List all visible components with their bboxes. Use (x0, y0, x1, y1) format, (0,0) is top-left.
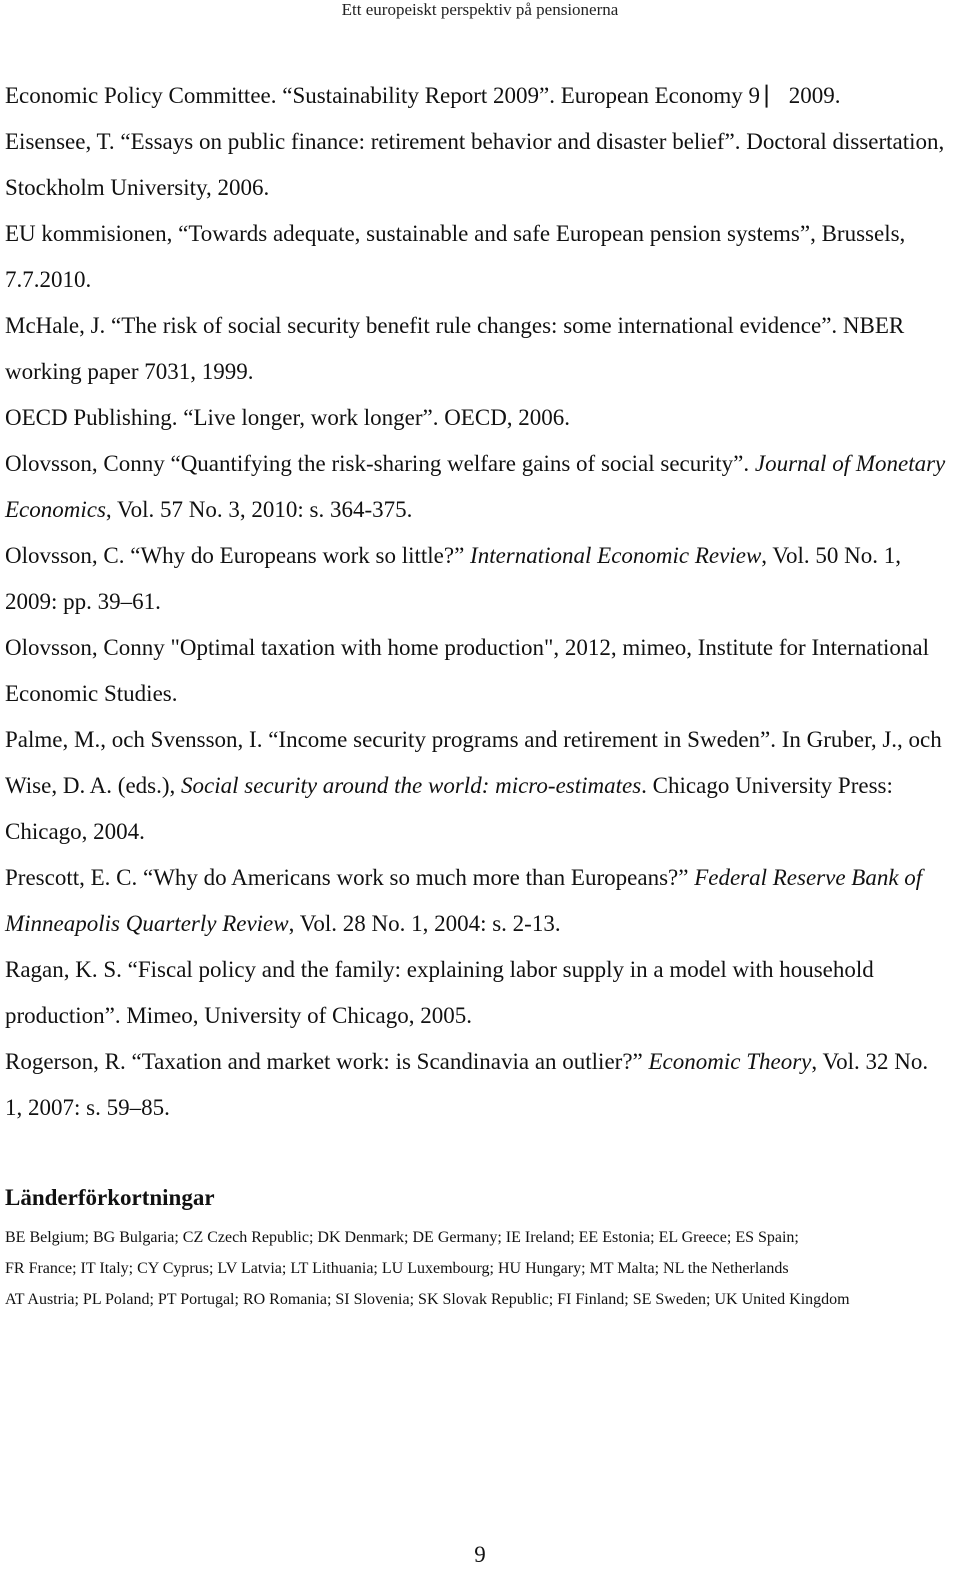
reference-item: Palme, M., och Svensson, I. “Income security programs and retirement in Sweden”. In Gruber, J., och Wise, D. A. (eds.), Social security around the world: micro-estimates. Chicago University Press: Chicago, 2004. (5, 727, 942, 844)
reference-item: McHale, J. “The risk of social security benefit rule changes: some international evidence”. NBER working paper 7031, 1999. (5, 313, 905, 384)
journal-title: Economic Theory (648, 1049, 812, 1074)
reference-item: Olovsson, Conny “Quantifying the risk-sharing welfare gains of social security”. Journal of Monetary Economics, Vol. 57 No. 3, 2010: s. 364-375. (5, 451, 946, 522)
reference-item: OECD Publishing. “Live longer, work longer”. OECD, 2006. (5, 405, 571, 430)
reference-item: EU kommisionen, “Towards adequate, sustainable and safe European pension systems”, Brussels, 7.7.2010. (5, 221, 906, 292)
country-abbreviations-list (5, 1222, 955, 1315)
reference-item: Olovsson, Conny "Optimal taxation with home production", 2012, mimeo, Institute for International Economic Studies. (5, 635, 929, 706)
journal-title: Journal of Monetary Economics (5, 451, 946, 522)
country-abbreviation-line: BE Belgium; BG Bulgaria; CZ Czech Republic; DK Denmark; DE Germany; IE Ireland; EE Estonia; EL Greece; ES Spain; (5, 1229, 799, 1246)
country-abbreviations-heading: Länderförkortningar (5, 1185, 215, 1210)
reference-item: Ragan, K. S. “Fiscal policy and the family: explaining labor supply in a model with household production”. Mimeo, University of Chicago, 2005. (5, 957, 874, 1028)
country-abbreviation-line: AT Austria; PL Poland; PT Portugal; RO Romania; SI Slovenia; SK Slovak Republic; FI Finland; SE Sweden; UK United Kingdom (5, 1291, 850, 1308)
running-header: Ett europeiskt perspektiv på pensionerna (341, 0, 619, 19)
journal-title: International Economic Review (470, 543, 762, 568)
country-abbreviation-line: FR France; IT Italy; CY Cyprus; LV Latvia; LT Lithuania; LU Luxembourg; HU Hungary; MT Malta; NL the Netherlands (5, 1260, 789, 1277)
journal-title: Federal Reserve Bank of Minneapolis Quarterly Review (5, 865, 923, 936)
reference-item: Rogerson, R. “Taxation and market work: is Scandinavia an outlier?” Economic Theory, Vol. 32 No. 1, 2007: s. 59–85. (5, 1049, 929, 1120)
book-title: Social security around the world: micro-estimates (181, 773, 642, 798)
reference-item: Prescott, E. C. “Why do Americans work so much more than Europeans?” Federal Reserve Bank of Minneapolis Quarterly Review, Vol. 28 No. 1, 2004: s. 2-13. (5, 865, 923, 936)
reference-list (5, 73, 950, 1131)
reference-item: Economic Policy Committee. “Sustainability Report 2009”. European Economy 9 ⎸2009. (5, 83, 841, 108)
page-number: 9 (474, 1542, 486, 1567)
reference-item: Eisensee, T. “Essays on public finance: retirement behavior and disaster belief”. Doctoral dissertation, Stockholm University, 2006. (5, 129, 945, 200)
reference-item: Olovsson, C. “Why do Europeans work so little?” International Economic Review, Vol. 50 No. 1, 2009: pp. 39–61. (5, 543, 902, 614)
